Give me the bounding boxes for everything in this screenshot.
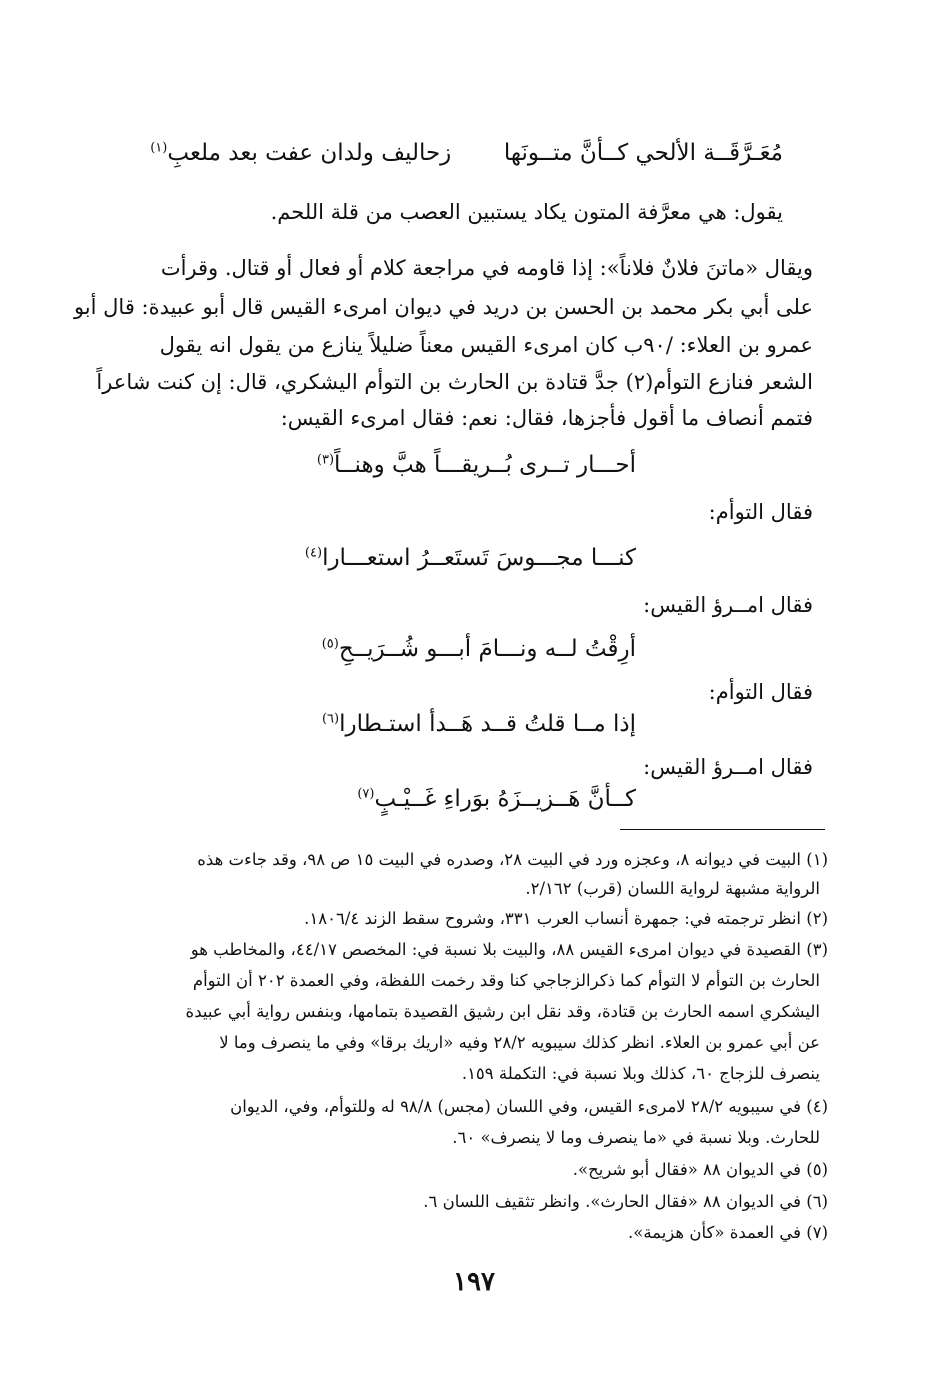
- footnote-line: (٢) انظر ترجمته في: جمهرة أنساب العرب ٣٣١، وشروح سقط الزند ١٨٠٦/٤.: [304, 909, 828, 928]
- exchange-verse: [317, 452, 636, 478]
- gloss-line: يقول: هي معرَّفة المتون يكاد يستبين العصب من قلة اللحم.: [270, 200, 783, 224]
- speaker-line: فقال التوأم:: [708, 680, 813, 704]
- footnote-ref: (٧): [357, 786, 375, 802]
- footnote-line: (٦) في الديوان ٨٨ «فقال الحارث». وانظر تثقيف اللسان ٦.: [423, 1192, 828, 1211]
- footnote-ref: (٦): [321, 711, 340, 727]
- verse-text: إذا مــا قلتُ قــد هَــدأ استـطارا: [339, 711, 636, 737]
- footnote-ref: (٣): [316, 452, 335, 468]
- footnote-line: ينصرف للزجاج ٦٠، كذلك وبلا نسبة في: التكملة ١٥٩.: [461, 1064, 820, 1083]
- speaker-line: فقال امــرؤ القيس:: [643, 755, 813, 779]
- footnote-line: اليشكري اسمه الحارث بن قتادة، وقد نقل ابن رشيق القصيدة بتمامها، وبنفس رواية أبي عبيدة: [185, 1002, 820, 1021]
- footnote-line: (٧) في العمدة «كأن هزيمة».: [627, 1223, 828, 1242]
- footnote-separator: [620, 829, 825, 830]
- exchange-verse: [305, 545, 636, 571]
- paragraph-line: عمرو بن العلاء: /٩٠ب كان امرىء القيس معناً ضليلاً ينازع من يقول انه يقول: [159, 333, 813, 357]
- speaker-line: فقال امــرؤ القيس:: [643, 593, 813, 617]
- footnote-line: الرواية مشبهة لرواية اللسان (قرب) ٢/١٦٢.: [525, 879, 820, 898]
- footnote-ref: (١): [150, 140, 168, 156]
- footnote-ref: (٤): [304, 545, 323, 561]
- opening-verse: [150, 140, 783, 166]
- paragraph-line: الشعر فنازع التوأم(٢) جدَّ قتادة بن الحارث بن التوأم اليشكري، قال: إن كنت شاعراً: [96, 370, 813, 394]
- paragraph-line: ويقال «ماتنَ فلانٌ فلاناً»: إذا قاومه في مراجعة كلام أو فعال أو قتال. وقرأت: [160, 256, 813, 280]
- exchange-verse: [322, 636, 636, 662]
- verse-text: كنـــا مجـــوسَ تَستَعــرُ استعـــارا: [322, 545, 636, 571]
- footnote-line: الحارث بن التوأم لا التوأم كما ذكرالزجاجي كنا وقد رخمت اللفظة، وفي العمدة ٢٠٢ أن التوأم: [192, 971, 820, 990]
- verse-first-hemistich: مُعَـرَّقَــة الألحي كــأنَّ متــونَها: [503, 140, 783, 166]
- verse-second-hemistich: زحاليف ولدان عفت بعد ملعبِ: [167, 140, 452, 166]
- exchange-verse: [357, 786, 636, 812]
- footnote-ref: (٥): [321, 636, 339, 652]
- paragraph-line: على أبي بكر محمد بن الحسن بن دريد في ديوان امرىء القيس قال أبو عبيدة: قال أبو: [73, 295, 813, 319]
- exchange-verse: [322, 711, 636, 737]
- page-number: ١٩٧: [453, 1267, 495, 1297]
- footnote-line: (٣) القصيدة في ديوان امرىء القيس ٨٨، والبيت بلا نسبة في: المخصص ٤٤/١٧، والمخاطب هو: [190, 940, 828, 959]
- footnote-line: (٤) في سيبويه ٢٨/٢ لامرىء القيس، وفي اللسان (مجس) ٩٨/٨ له وللتوأم، وفي، الديوان: [230, 1097, 828, 1116]
- verse-text: أرِقْتُ لــه ونـــامَ أبـــو شُــرَيــحِ: [338, 636, 636, 662]
- footnote-line: عن أبي عمرو بن العلاء. انظر كذلك سيبويه ٢٨/٢ وفيه «اريك برقا» وفي ما ينصرف وما لا: [219, 1033, 820, 1052]
- paragraph-line: فتمم أنصاف ما أقول فأجزها، فقال: نعم: فقال امرىء القيس:: [280, 406, 813, 430]
- footnote-line: (٥) في الديوان ٨٨ «فقال أبو شريح».: [572, 1160, 828, 1179]
- speaker-line: فقال التوأم:: [708, 500, 813, 524]
- footnote-line: للحارث. وبلا نسبة في «ما ينصرف وما لا ينصرف» ٦٠.: [452, 1128, 820, 1147]
- verse-text: أحـــار تــرى بُــريقـــاً هبَّ وهنــاً: [334, 452, 636, 478]
- verse-text: كــأنَّ هَــزيــزَهُ بوَراءِ غَــيْـبٍ: [374, 786, 636, 812]
- footnote-line: (١) البيت في ديوانه ٨، وعجزه ورد في البيت ٢٨، وصدره في البيت ١٥ ص ٩٨، وقد جاءت هذه: [197, 850, 828, 869]
